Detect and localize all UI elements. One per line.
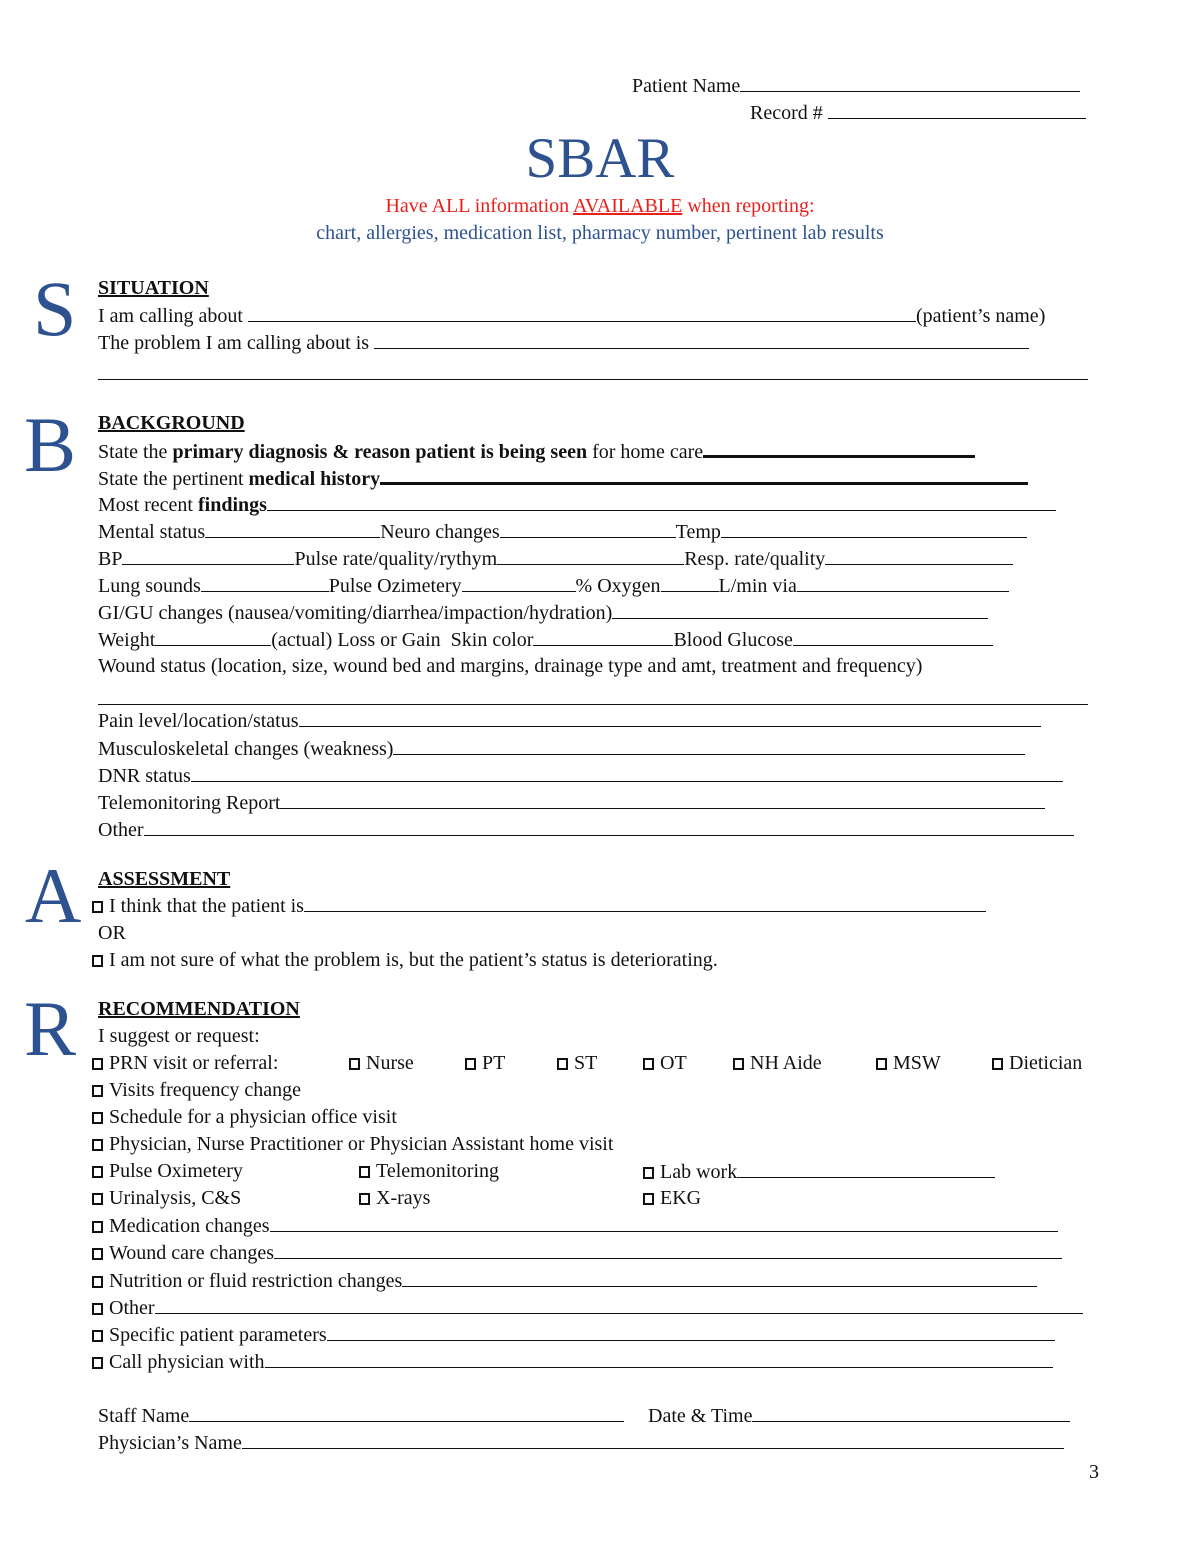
medication-changes-blank[interactable] — [270, 1212, 1058, 1232]
visits-frequency-checkbox[interactable] — [92, 1085, 103, 1097]
xrays-checkbox[interactable] — [359, 1193, 370, 1205]
discipline-msw-option[interactable]: MSW — [876, 1050, 941, 1077]
musculoskeletal-row: Musculoskeletal changes (weakness) — [98, 735, 1025, 763]
bp-blank[interactable] — [122, 545, 294, 565]
discipline-dietician-option[interactable]: Dietician — [992, 1050, 1082, 1077]
discipline-nh-aide-option[interactable]: NH Aide — [733, 1050, 822, 1077]
required-items-note: chart, allergies, medication list, pharmacy number, pertinent lab results — [316, 222, 884, 244]
prn-visit-checkbox[interactable] — [92, 1058, 103, 1070]
skin-color-blank[interactable] — [533, 626, 673, 646]
findings-row: Most recent findings — [98, 491, 1056, 519]
call-physician-option[interactable]: Call physician with — [92, 1348, 1053, 1376]
msw-checkbox[interactable] — [876, 1058, 887, 1070]
urinalysis-checkbox[interactable] — [92, 1193, 103, 1205]
assessment-heading: ASSESSMENT — [98, 868, 231, 890]
findings-blank[interactable] — [267, 491, 1056, 511]
medical-history-row: State the pertinent medical history — [98, 464, 1028, 493]
oxygen-blank[interactable] — [661, 572, 719, 592]
wound-status-blank[interactable] — [98, 704, 1088, 705]
musculoskeletal-blank[interactable] — [393, 735, 1025, 755]
lab-work-option[interactable]: Lab work — [643, 1158, 995, 1186]
situation-letter: S — [33, 265, 77, 352]
temp-blank[interactable] — [721, 518, 1027, 538]
patient-name-label: Patient Name — [632, 75, 741, 97]
lab-work-blank[interactable] — [737, 1158, 995, 1178]
wound-status-label: Wound status (location, size, wound bed and margins, drainage type and amt, treatment and frequency) — [98, 655, 923, 677]
telemonitoring-report-blank[interactable] — [280, 789, 1045, 809]
wound-care-option[interactable]: Wound care changes — [92, 1239, 1062, 1267]
pain-blank[interactable] — [299, 707, 1041, 727]
rec-telemonitoring-option[interactable]: Telemonitoring — [359, 1158, 499, 1185]
problem-blank[interactable] — [374, 329, 1029, 349]
pt-checkbox[interactable] — [465, 1058, 476, 1070]
record-number-field — [750, 99, 1086, 127]
discipline-ot-option[interactable]: OT — [643, 1050, 687, 1077]
think-patient-checkbox[interactable] — [92, 901, 103, 913]
problem-continuation-line[interactable] — [98, 379, 1088, 380]
home-visit-option[interactable]: Physician, Nurse Practitioner or Physician Assistant home visit — [92, 1131, 613, 1158]
mental-neuro-temp-row: Mental status Neuro changes Temp — [98, 518, 1027, 546]
deteriorating-checkbox[interactable] — [92, 955, 103, 967]
page-title: SBAR — [525, 127, 675, 190]
physician-name-blank[interactable] — [242, 1429, 1064, 1449]
record-label: Record # — [750, 102, 823, 124]
call-physician-blank[interactable] — [265, 1348, 1053, 1368]
parameters-blank[interactable] — [327, 1321, 1055, 1341]
assessment-option-2: I am not sure of what the problem is, but the patient’s status is deteriorating. — [92, 947, 718, 974]
nutrition-checkbox[interactable] — [92, 1276, 103, 1288]
weight-blank[interactable] — [155, 626, 271, 646]
pulse-oximetry-blank[interactable] — [462, 572, 576, 592]
physician-name-row: Physician’s Name — [98, 1429, 1064, 1457]
background-heading: BACKGROUND — [98, 412, 245, 434]
medication-changes-option[interactable]: Medication changes — [92, 1212, 1058, 1240]
prn-visit-option[interactable]: PRN visit or referral: — [92, 1050, 278, 1077]
situation-heading: SITUATION — [98, 277, 209, 299]
recommendation-letter: R — [24, 985, 77, 1072]
recommendation-heading: RECOMMENDATION — [98, 998, 300, 1020]
suggest-label: I suggest or request: — [98, 1025, 260, 1047]
patient-name-blank[interactable] — [248, 302, 916, 322]
dietician-checkbox[interactable] — [992, 1058, 1003, 1070]
resp-rate-blank[interactable] — [825, 545, 1013, 565]
diagnosis-blank[interactable] — [703, 437, 975, 458]
assessment-letter: A — [25, 852, 82, 939]
home-visit-checkbox[interactable] — [92, 1139, 103, 1151]
nurse-checkbox[interactable] — [349, 1058, 360, 1070]
rec-pulse-oximetry-option[interactable]: Pulse Oximetery — [92, 1158, 243, 1185]
schedule-office-visit-checkbox[interactable] — [92, 1112, 103, 1124]
staff-name-blank[interactable] — [189, 1402, 624, 1422]
dnr-row: DNR status — [98, 762, 1063, 790]
parameters-option[interactable]: Specific patient parameters — [92, 1321, 1055, 1349]
gi-gu-row: GI/GU changes (nausea/vomiting/diarrhea/impaction/hydration) — [98, 599, 988, 627]
medication-changes-checkbox[interactable] — [92, 1221, 103, 1233]
telemonitoring-report-row: Telemonitoring Report — [98, 789, 1045, 817]
nh-aide-checkbox[interactable] — [733, 1058, 744, 1070]
discipline-nurse-option[interactable]: Nurse — [349, 1050, 414, 1077]
assessment-option-1: I think that the patient is — [92, 892, 986, 920]
rec-telemonitoring-checkbox[interactable] — [359, 1166, 370, 1178]
ekg-checkbox[interactable] — [643, 1193, 654, 1205]
dnr-blank[interactable] — [191, 762, 1063, 782]
pulse-rate-blank[interactable] — [497, 545, 684, 565]
date-time-row: Date & Time — [648, 1402, 1070, 1430]
reporting-notice: Have ALL information AVAILABLE when reporting: — [385, 195, 815, 217]
pain-row: Pain level/location/status — [98, 707, 1041, 735]
page-number: 3 — [1089, 1461, 1099, 1483]
record-number-input[interactable] — [828, 99, 1086, 119]
vitals-row: BP Pulse rate/quality/rythym Resp. rate/quality — [98, 545, 1013, 573]
lung-sounds-blank[interactable] — [201, 572, 329, 592]
ot-checkbox[interactable] — [643, 1058, 654, 1070]
blood-glucose-blank[interactable] — [793, 626, 993, 646]
lab-work-checkbox[interactable] — [643, 1167, 654, 1179]
background-other-blank[interactable] — [144, 816, 1074, 836]
diagnosis-row: State the primary diagnosis & reason patient is being seen for home care — [98, 437, 975, 466]
discipline-st-option[interactable]: ST — [557, 1050, 597, 1077]
ekg-option[interactable]: EKG — [643, 1185, 701, 1212]
problem-row: The problem I am calling about is — [98, 329, 1029, 357]
gi-gu-blank[interactable] — [612, 599, 988, 619]
rec-other-option[interactable]: Other — [92, 1294, 1083, 1322]
lung-oxygen-row: Lung sounds Pulse Ozimetery % Oxygen L/min via — [98, 572, 1009, 600]
call-physician-checkbox[interactable] — [92, 1357, 103, 1369]
background-other-row: Other — [98, 816, 1074, 844]
background-letter: B — [24, 401, 77, 488]
calling-about-row: I am calling about (patient’s name) — [98, 302, 1045, 330]
parameters-checkbox[interactable] — [92, 1330, 103, 1342]
urinalysis-option[interactable]: Urinalysis, C&S — [92, 1185, 241, 1212]
visits-frequency-option[interactable]: Visits frequency change — [92, 1077, 301, 1104]
staff-name-row: Staff Name — [98, 1402, 624, 1430]
rec-other-blank[interactable] — [155, 1294, 1083, 1314]
nutrition-option[interactable]: Nutrition or fluid restriction changes — [92, 1267, 1037, 1295]
patient-name-field — [632, 72, 1080, 100]
medical-history-blank[interactable] — [380, 464, 1028, 485]
or-label: OR — [98, 922, 126, 944]
wound-care-checkbox[interactable] — [92, 1248, 103, 1260]
rec-other-checkbox[interactable] — [92, 1303, 103, 1315]
lmin-via-blank[interactable] — [797, 572, 1009, 592]
xrays-option[interactable]: X-rays — [359, 1185, 430, 1212]
discipline-pt-option[interactable]: PT — [465, 1050, 505, 1077]
weight-skin-glucose-row: Weight (actual) Loss or Gain Skin color Blood Glucose — [98, 626, 993, 654]
rec-pulse-oximetry-checkbox[interactable] — [92, 1166, 103, 1178]
st-checkbox[interactable] — [557, 1058, 568, 1070]
wound-care-blank[interactable] — [274, 1239, 1062, 1259]
neuro-changes-blank[interactable] — [500, 518, 676, 538]
patient-name-input[interactable] — [740, 72, 1080, 92]
date-time-blank[interactable] — [752, 1402, 1070, 1422]
mental-status-blank[interactable] — [205, 518, 380, 538]
nutrition-blank[interactable] — [402, 1267, 1037, 1287]
schedule-office-visit-option[interactable]: Schedule for a physician office visit — [92, 1104, 397, 1131]
think-patient-blank[interactable] — [304, 892, 986, 912]
